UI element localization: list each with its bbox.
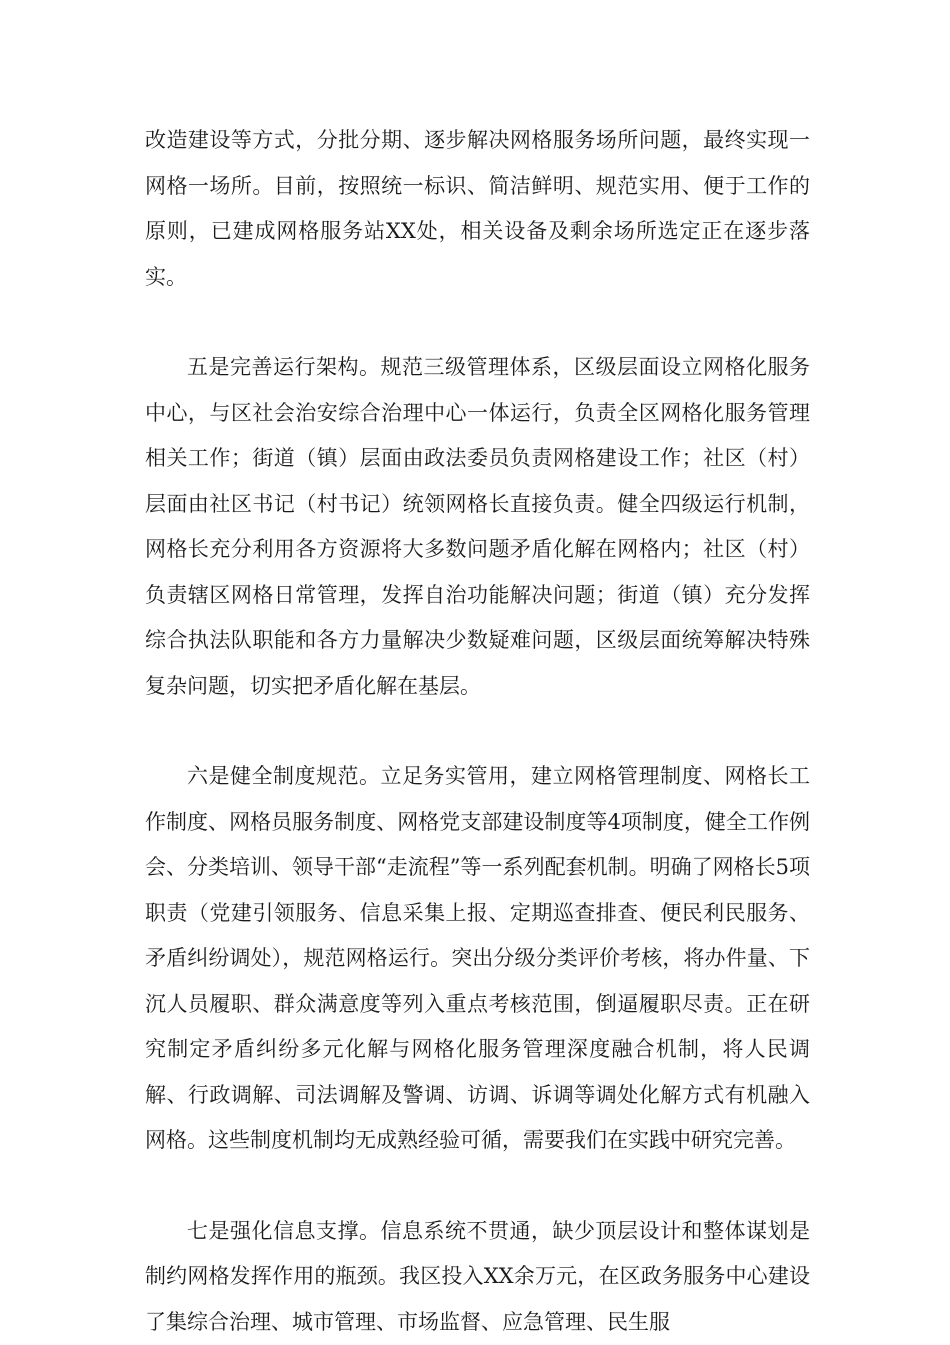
paragraph-item-five: 五是完善运行架构。规范三级管理体系，区级层面设立网格化服务中心，与区社会治安综合治理中心一体运行，负责全区网格化服务管理相关工作；街道（镇）层面由政法委员负责网格建设工作；社区（村）层面由社区书记（村书记）统领网格长直接负责。健全四级运行机制，网格长充分利用各方资源将大多数问题矛盾化解在网格内；社区（村）负责辖区网格日常管理，发挥自治功能解决问题；街道（镇）充分发挥综合执法队职能和各方力量解决少数疑难问题，区级层面统筹解决特殊复杂问题，切实把矛盾化解在基层。 (145, 345, 810, 709)
paragraph-item-seven: 七是强化信息支撑。信息系统不贯通，缺少顶层设计和整体谋划是制约网格发挥作用的瓶颈。我区投入XX余万元，在区政务服务中心建设了集综合治理、城市管理、市场监督、应急管理、民生服 (145, 1209, 810, 1345)
paragraph-item-six: 六是健全制度规范。立足务实管用，建立网格管理制度、网格长工作制度、网格员服务制度、网格党支部建设制度等4项制度，健全工作例会、分类培训、领导干部“走流程”等一系列配套机制。明确了网格长5项职责（党建引领服务、信息采集上报、定期巡查排查、便民利民服务、矛盾纠纷调处），规范网格运行。突出分级分类评价考核，将办件量、下沉人员履职、群众满意度等列入重点考核范围，倒逼履职尽责。正在研究制定矛盾纠纷多元化解与网格化服务管理深度融合机制，将人民调解、行政调解、司法调解及警调、访调、诉调等调处化解方式有机融入网格。这些制度机制均无成熟经验可循，需要我们在实践中研究完善。 (145, 754, 810, 1164)
document-body (145, 118, 810, 1345)
paragraph-continued: 改造建设等方式，分批分期、逐步解决网格服务场所问题，最终实现一网格一场所。目前，按照统一标识、简洁鲜明、规范实用、便于工作的原则，已建成网格服务站XX处，相关设备及剩余场所选定正在逐步落实。 (145, 118, 810, 300)
